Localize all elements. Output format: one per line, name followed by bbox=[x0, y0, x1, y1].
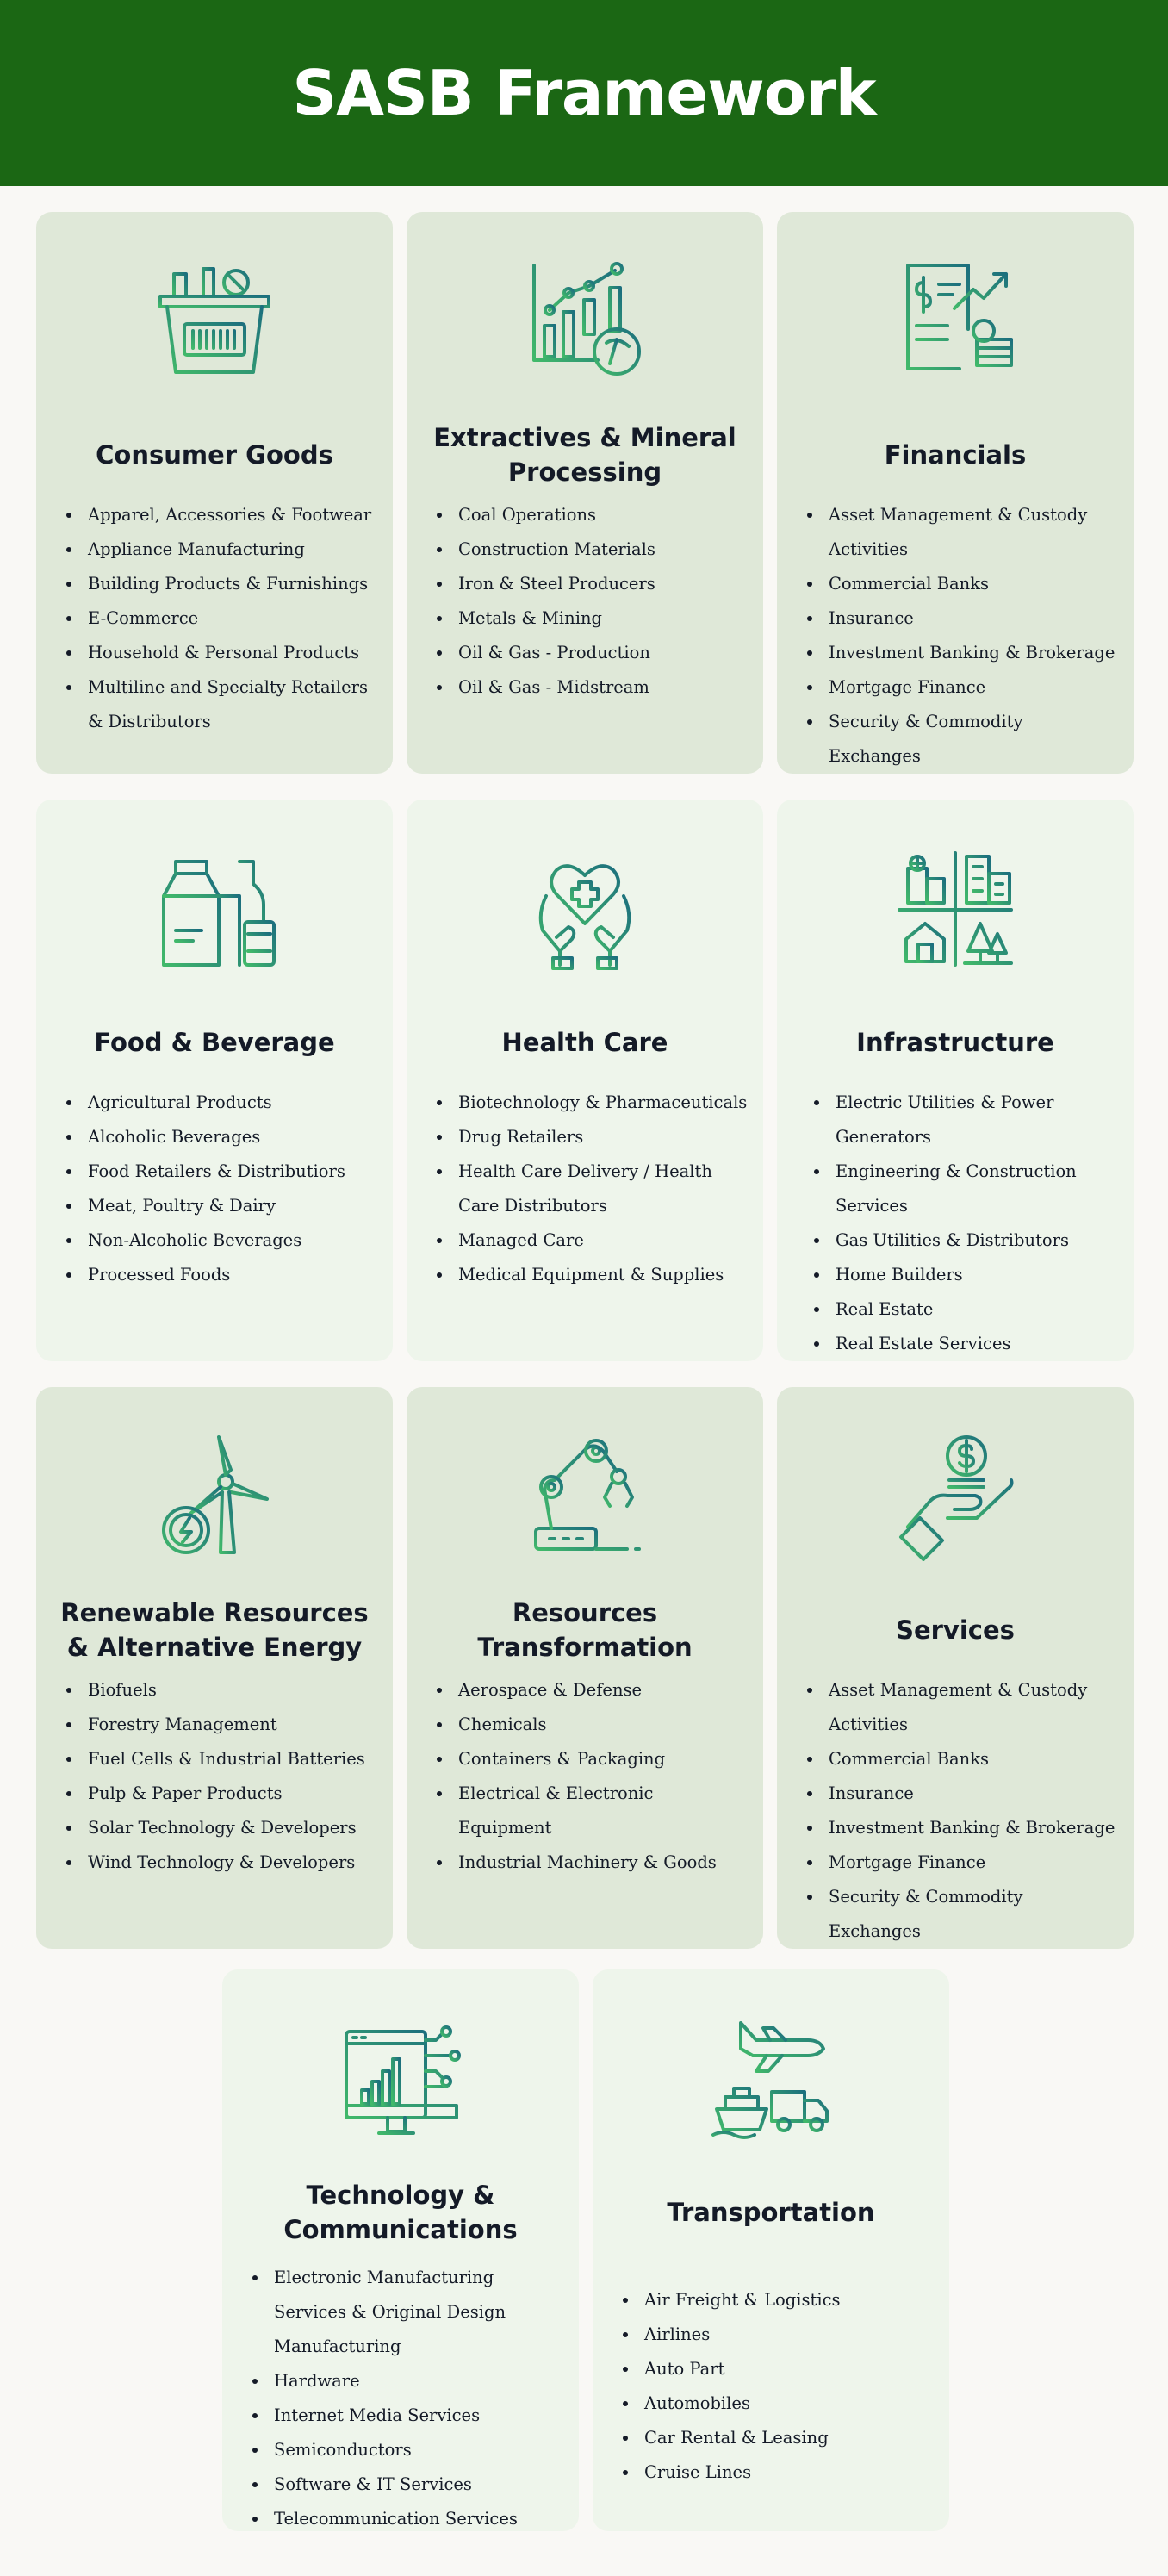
list-item: • Food Retailers & Distributiors bbox=[83, 1154, 377, 1189]
list-item: • Agricultural Products bbox=[83, 1086, 377, 1120]
heart-hands-icon bbox=[520, 844, 649, 974]
list-item: • Airlines bbox=[639, 2318, 934, 2352]
sector-list bbox=[36, 1086, 377, 1292]
sector-title: Extractives & Mineral Processing bbox=[433, 423, 736, 487]
list-item: • Insurance bbox=[823, 601, 1118, 636]
wind-turbine-icon bbox=[150, 1432, 279, 1561]
list-item: • Industrial Machinery & Goods bbox=[453, 1845, 748, 1880]
list-item: • Iron & Steel Producers bbox=[453, 567, 748, 601]
sector-list bbox=[784, 1086, 1118, 1361]
food-beverage-icon bbox=[150, 844, 279, 974]
sector-card-services bbox=[777, 1387, 1134, 1949]
sector-list bbox=[407, 1086, 748, 1292]
list-item: • Apparel, Accessories & Footwear bbox=[83, 498, 377, 532]
sector-title: Resources Transformation bbox=[477, 1598, 693, 1662]
list-item: • Appliance Manufacturing bbox=[83, 532, 377, 567]
list-item: • Automobiles bbox=[639, 2386, 934, 2421]
list-item: • Wind Technology & Developers bbox=[83, 1845, 377, 1880]
list-item: • Semiconductors bbox=[269, 2433, 563, 2467]
list-item: • Coal Operations bbox=[453, 498, 748, 532]
sector-title: Services bbox=[896, 1615, 1015, 1645]
list-item: • Biofuels bbox=[83, 1673, 377, 1708]
page-title: SASB Framework bbox=[292, 57, 876, 129]
list-item: • Drug Retailers bbox=[453, 1120, 748, 1154]
sector-list bbox=[222, 2261, 563, 2536]
sector-title: Consumer Goods bbox=[96, 440, 333, 470]
list-item: • Meat, Poultry & Dairy bbox=[83, 1189, 377, 1223]
list-item: • Aerospace & Defense bbox=[453, 1673, 748, 1708]
list-item: • Processed Foods bbox=[83, 1258, 377, 1292]
list-item: • Car Rental & Leasing bbox=[639, 2421, 934, 2455]
robot-arm-icon bbox=[520, 1432, 649, 1561]
list-item: • Investment Banking & Brokerage bbox=[823, 1811, 1118, 1845]
sector-title: Transportation bbox=[667, 2198, 875, 2227]
list-item: • E-Commerce bbox=[83, 601, 377, 636]
list-item: • Cruise Lines bbox=[639, 2455, 934, 2490]
list-item: • Real Estate Services bbox=[830, 1327, 1118, 1361]
sector-list bbox=[777, 498, 1118, 774]
list-item: • Software & IT Services bbox=[269, 2467, 563, 2502]
list-item: • Pulp & Paper Products bbox=[83, 1776, 377, 1811]
list-item: • Non-Alcoholic Beverages bbox=[83, 1223, 377, 1258]
list-item: • Forestry Management bbox=[83, 1708, 377, 1742]
list-item: • Insurance bbox=[823, 1776, 1118, 1811]
list-item: • Chemicals bbox=[453, 1708, 748, 1742]
list-item: • Multiline and Specialty Retailers & Distributors bbox=[83, 670, 377, 739]
sector-card-infrastructure bbox=[777, 800, 1134, 1361]
list-item: • Oil & Gas - Midstream bbox=[453, 670, 748, 705]
list-item: • Alcoholic Beverages bbox=[83, 1120, 377, 1154]
sector-title: Financials bbox=[884, 440, 1027, 470]
list-item: • Fuel Cells & Industrial Batteries bbox=[83, 1742, 377, 1776]
list-item: • Household & Personal Products bbox=[83, 636, 377, 670]
shopping-basket-icon bbox=[150, 257, 279, 386]
list-item: • Medical Equipment & Supplies bbox=[453, 1258, 748, 1292]
list-item: • Real Estate bbox=[830, 1292, 1118, 1327]
sector-list bbox=[407, 498, 748, 705]
transport-vehicles-icon bbox=[706, 2014, 836, 2144]
sector-card-resources-transformation bbox=[407, 1387, 763, 1949]
sector-card-food-beverage bbox=[36, 800, 393, 1361]
sector-title: Infrastructure bbox=[856, 1028, 1054, 1057]
list-item: • Security & Commodity Exchanges bbox=[823, 1880, 1118, 1949]
list-item: • Oil & Gas - Production bbox=[453, 636, 748, 670]
sector-title: Renewable Resources & Alternative Energy bbox=[60, 1598, 369, 1662]
sector-list bbox=[36, 498, 377, 739]
sector-card-financials bbox=[777, 212, 1134, 774]
list-item: • Managed Care bbox=[453, 1223, 748, 1258]
list-item: • Asset Management & Custody Activities bbox=[823, 1673, 1118, 1742]
list-item: • Telecommunication Services bbox=[269, 2502, 563, 2536]
list-item: • Commercial Banks bbox=[823, 1742, 1118, 1776]
sector-card-renewable-resources bbox=[36, 1387, 393, 1949]
list-item: • Electrical & Electronic Equipment bbox=[453, 1776, 748, 1845]
list-item: • Engineering & Construction Services bbox=[830, 1154, 1118, 1223]
sector-list bbox=[407, 1673, 748, 1880]
list-item: • Electric Utilities & Power Generators bbox=[830, 1086, 1118, 1154]
sector-list bbox=[593, 2283, 934, 2490]
buildings-grid-icon bbox=[891, 844, 1020, 974]
list-item: • Biotechnology & Pharmaceuticals bbox=[453, 1086, 748, 1120]
list-item: • Health Care Delivery / Health Care Distributors bbox=[453, 1154, 748, 1223]
list-item: • Hardware bbox=[269, 2364, 563, 2399]
list-item: • Solar Technology & Developers bbox=[83, 1811, 377, 1845]
list-item: • Gas Utilities & Distributors bbox=[830, 1223, 1118, 1258]
list-item: • Investment Banking & Brokerage bbox=[823, 636, 1118, 670]
computer-circuit-icon bbox=[336, 2014, 465, 2144]
list-item: • Auto Part bbox=[639, 2352, 934, 2386]
list-item: • Metals & Mining bbox=[453, 601, 748, 636]
list-item: • Commercial Banks bbox=[823, 567, 1118, 601]
finance-document-icon bbox=[891, 257, 1020, 386]
list-item: • Containers & Packaging bbox=[453, 1742, 748, 1776]
sector-card-technology-communications bbox=[222, 1969, 579, 2531]
page-header bbox=[0, 0, 1168, 186]
list-item: • Home Builders bbox=[830, 1258, 1118, 1292]
list-item: • Construction Materials bbox=[453, 532, 748, 567]
sector-title: Food & Beverage bbox=[94, 1028, 335, 1057]
list-item: • Air Freight & Logistics bbox=[639, 2283, 934, 2318]
list-item: • Mortgage Finance bbox=[823, 670, 1118, 705]
list-item: • Mortgage Finance bbox=[823, 1845, 1118, 1880]
sector-card-consumer-goods bbox=[36, 212, 393, 774]
list-item: • Security & Commodity Exchanges bbox=[823, 705, 1118, 774]
sector-title: Health Care bbox=[501, 1028, 668, 1057]
sector-title: Technology & Communications bbox=[283, 2181, 518, 2244]
list-item: • Internet Media Services bbox=[269, 2399, 563, 2433]
list-item: • Building Products & Furnishings bbox=[83, 567, 377, 601]
sector-card-transportation bbox=[593, 1969, 949, 2531]
mining-chart-icon bbox=[520, 257, 649, 386]
sector-list bbox=[36, 1673, 377, 1880]
list-item: • Electronic Manufacturing Services & Original Design Manufacturing bbox=[269, 2261, 563, 2364]
sector-card-extractives bbox=[407, 212, 763, 774]
sector-card-health-care bbox=[407, 800, 763, 1361]
hand-coin-icon bbox=[891, 1432, 1020, 1561]
list-item: • Asset Management & Custody Activities bbox=[823, 498, 1118, 567]
sector-list bbox=[777, 1673, 1118, 1949]
